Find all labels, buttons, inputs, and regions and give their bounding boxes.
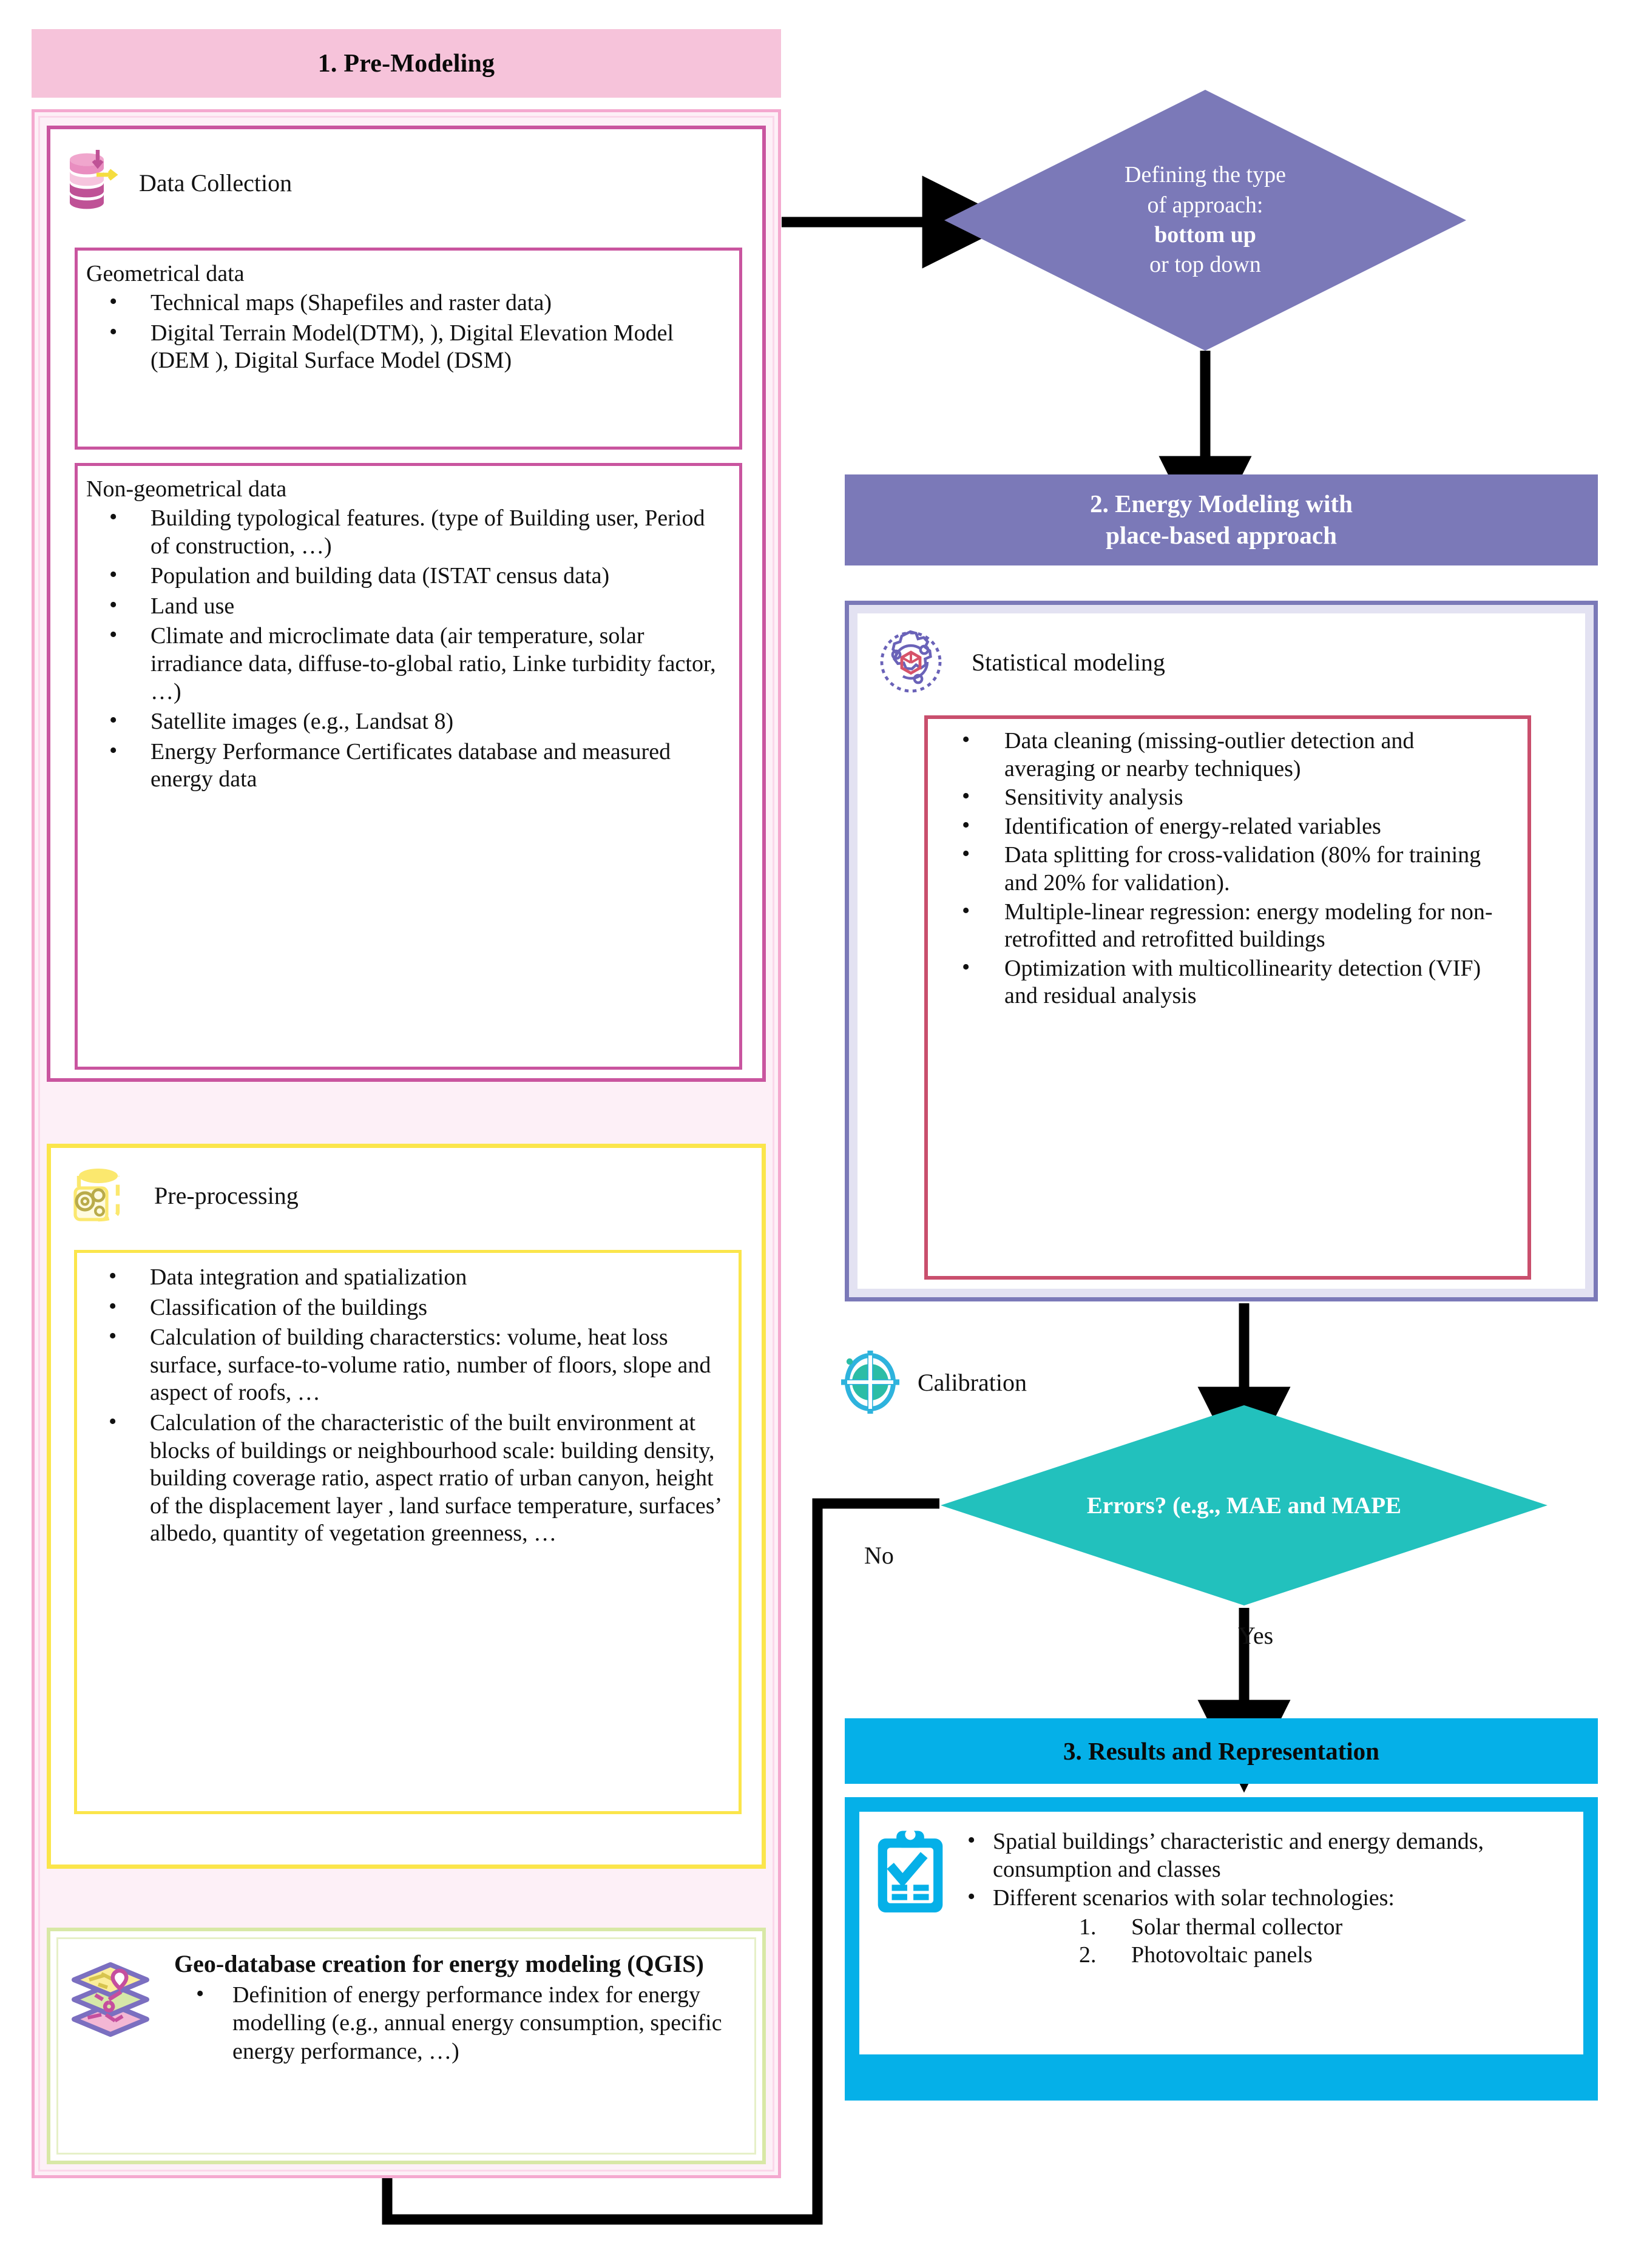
list-item: • Spatial buildings’ characteristic and energy demands, consumption and classes — [960, 1828, 1577, 1884]
list-item: • Digital Terrain Model(DTM), ), Digital Elevation Model (DEM ), Digital Surface Model (DSM) — [78, 320, 723, 375]
preprocessing-title-row — [64, 1161, 299, 1229]
results-inner — [859, 1812, 1583, 2054]
preprocessing-list — [77, 1253, 739, 1548]
statistical-modeling-label: Statistical modeling — [972, 648, 1165, 676]
approach-line-1: Defining the type — [1125, 162, 1286, 188]
approach-line-3-bold: bottom up — [1154, 222, 1256, 248]
list-item: • Satellite images (e.g., Landsat 8) — [78, 708, 723, 736]
list-item: Solar thermal collector — [1131, 1914, 1343, 1940]
list-item: • Data splitting for cross-validation (80% for training and 20% for validation). — [928, 842, 1509, 897]
premodeling-header — [32, 29, 781, 98]
geodatabase-box — [47, 1928, 766, 2164]
preprocessing-list-box — [74, 1250, 742, 1814]
non-geometrical-data-box — [75, 463, 742, 1070]
errors-decision-diamond — [941, 1405, 1548, 1605]
energy-modeling-inner — [857, 613, 1585, 1289]
statistical-modeling-title-row — [877, 628, 1165, 696]
gear-cube-icon — [877, 628, 945, 696]
branch-label-no: No — [864, 1542, 894, 1569]
map-layers-icon — [65, 1949, 156, 2044]
non-geometrical-data-list — [78, 505, 739, 794]
energy-modeling-header-line1: 2. Energy Modeling with — [1090, 490, 1353, 518]
data-collection-label: Data Collection — [139, 169, 293, 197]
results-list — [960, 1828, 1577, 1912]
preprocessing-label: Pre-processing — [154, 1181, 299, 1209]
approach-decision-diamond — [944, 90, 1466, 351]
list-item: Photovoltaic panels — [1131, 1942, 1313, 1968]
approach-line-2: of approach: — [1147, 192, 1263, 218]
premodeling-title: 1. Pre-Modeling — [317, 49, 495, 78]
list-item: • Calculation of the characteristic of the built environment at blocks of buildings or neighbourhood scale: building density, building coverage ratio, aspect rratio of urban canyon, height of the displacement layer , land surface temperature, surfaces’ albedo, quantity of vegetation greenness, … — [77, 1409, 723, 1548]
non-geometrical-data-heading: Non-geometrical data — [86, 476, 287, 502]
list-item: • Definition of energy performance index for energy modelling (e.g., annual energy consumption, specific energy performance, …) — [174, 1981, 748, 2065]
list-item: • Different scenarios with solar technologies: — [960, 1884, 1577, 1912]
geometrical-data-heading: Geometrical data — [86, 261, 245, 286]
approach-line-4: or top down — [1149, 252, 1261, 278]
clipboard-check-icon — [870, 1828, 950, 1917]
results-container — [845, 1797, 1598, 2101]
list-item: • Building typological features. (type of Building user, Period of construction, …) — [78, 505, 723, 560]
list-item: • Calculation of building characterstics: volume, heat loss surface, surface-to-volume ratio, number of floors, slope and aspect of roofs, … — [77, 1324, 723, 1407]
list-item: • Data cleaning (missing-outlier detection and averaging or nearby techniques) — [928, 727, 1509, 783]
list-item: • Population and building data (ISTAT census data) — [78, 562, 723, 590]
list-item: • Sensitivity analysis — [928, 784, 1509, 812]
geodatabase-content — [65, 1949, 748, 2065]
results-title: 3. Results and Representation — [1063, 1737, 1379, 1765]
geometrical-data-list — [78, 289, 739, 375]
list-item: • Climate and microclimate data (air temperature, solar irradiance data, diffuse-to-global ratio, Linke turbidity factor, …) — [78, 623, 723, 706]
geometrical-data-box — [75, 248, 742, 450]
results-numbered-list — [960, 1913, 1577, 1969]
database-download-icon — [67, 149, 123, 217]
data-collection-box — [47, 126, 766, 1082]
list-item: • Data integration and spatialization — [77, 1264, 723, 1292]
results-header — [845, 1718, 1598, 1784]
list-item: • Technical maps (Shapefiles and raster data) — [78, 289, 723, 317]
statistical-modeling-list — [928, 727, 1527, 1010]
errors-decision-text: Errors? (e.g., MAE and MAPE — [1086, 1492, 1402, 1519]
statistical-modeling-list-box — [924, 715, 1531, 1280]
energy-modeling-container — [845, 601, 1598, 1301]
list-item: • Land use — [78, 593, 723, 621]
list-item: • Identification of energy-related variables — [928, 813, 1509, 841]
database-gears-icon — [64, 1161, 132, 1229]
list-item: • Multiple-linear regression: energy modeling for non-retrofitted and retrofitted buildings — [928, 899, 1509, 954]
list-item: • Optimization with multicollinearity detection (VIF) and residual analysis — [928, 955, 1509, 1010]
premodeling-container — [32, 109, 781, 2178]
geodatabase-title: Geo-database creation for energy modeling (QGIS) — [174, 1950, 704, 1977]
list-item: • Energy Performance Certificates database and measured energy data — [78, 738, 723, 794]
preprocessing-box — [47, 1144, 766, 1869]
approach-decision-text — [944, 90, 1466, 351]
target-crosshair-icon — [836, 1348, 904, 1416]
geodatabase-list — [174, 1981, 748, 2065]
energy-modeling-header-line2: place-based approach — [1106, 521, 1337, 549]
list-item: • Classification of the buildings — [77, 1294, 723, 1322]
data-collection-title-row — [67, 149, 292, 217]
branch-label-yes: Yes — [1238, 1622, 1274, 1649]
results-content — [870, 1828, 1577, 1969]
energy-modeling-header — [845, 474, 1598, 565]
calibration-label: Calibration — [918, 1368, 1027, 1396]
